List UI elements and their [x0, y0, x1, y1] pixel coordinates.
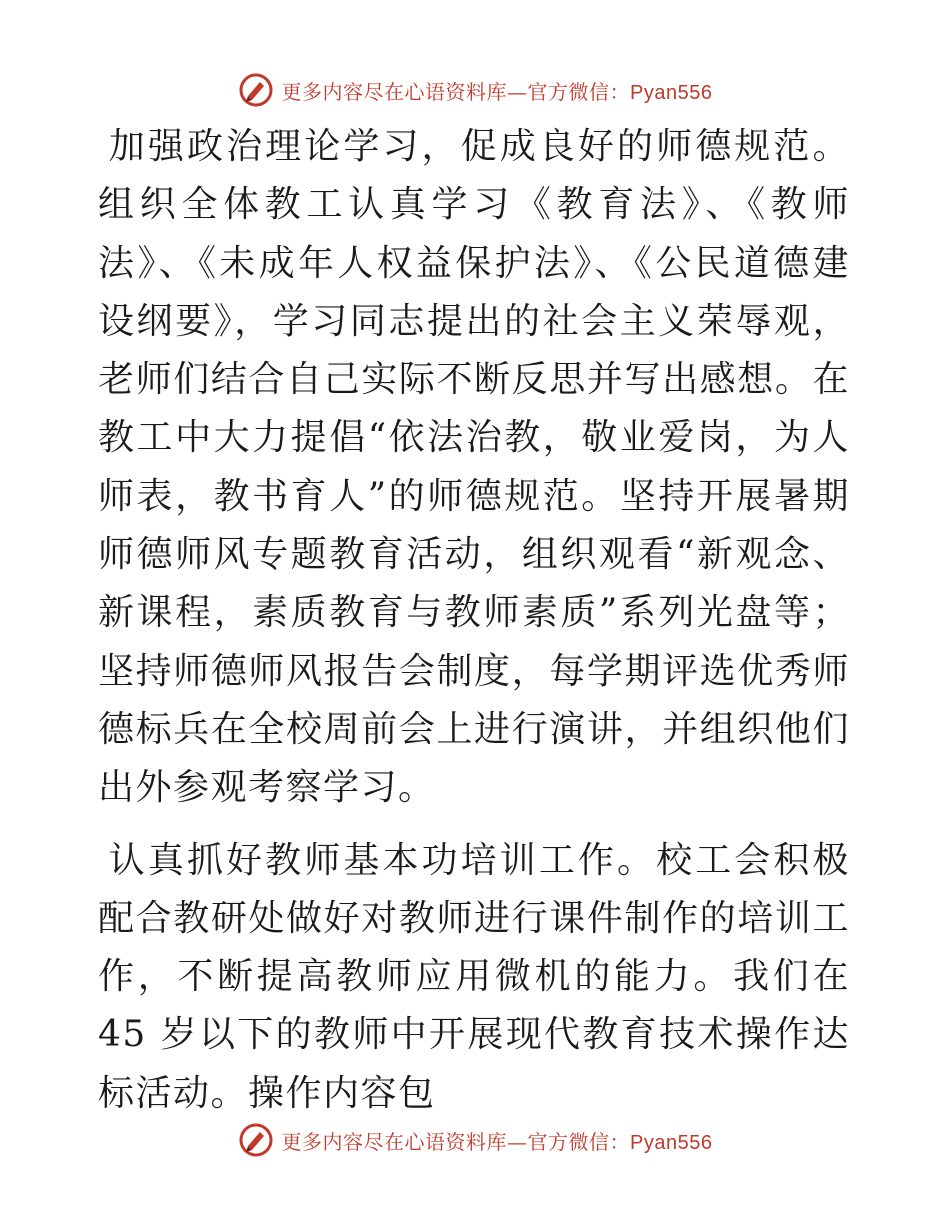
paragraph-2: 认真抓好教师基本功培训工作。校工会积极配合教研处做好对教师进行课件制作的培训工作，不断提高教师应用微机的能力。我们在 45 岁以下的教师中开展现代教育技术操作达标活动。操作内容包	[98, 839, 850, 1114]
footer-banner	[0, 1120, 950, 1160]
document-body	[98, 118, 850, 1123]
footer-wechat-id: Pyan556	[630, 1131, 713, 1154]
pen-nib-logo-icon	[238, 72, 274, 108]
footer-banner-text: 更多内容尽在心语资料库—官方微信：Pyan556	[281, 1129, 713, 1154]
header-banner-text: 更多内容尽在心语资料库—官方微信：Pyan556	[281, 79, 713, 104]
header-banner	[0, 70, 950, 110]
pen-nib-logo-icon	[238, 1122, 274, 1158]
header-wechat-id: Pyan556	[630, 81, 713, 104]
paragraph-1: 加强政治理论学习，促成良好的师德规范。组织全体教工认真学习《教育法》、《教师法》、《未成年人权益保护法》、《公民道德建设纲要》，学习同志提出的社会主义荣辱观，老师们结合自己实际不断反思并写出感想。在教工中大力提倡“依法治教，敬业爱岗，为人师表，教书育人”的师德规范。坚持开展暑期师德师风专题教育活动，组织观看“新观念、新课程，素质教育与教师素质”系列光盘等；坚持师德师风报告会制度，每学期评选优秀师德标兵在全校周前会上进行演讲，并组织他们出外参观考察学习。	[98, 126, 850, 809]
